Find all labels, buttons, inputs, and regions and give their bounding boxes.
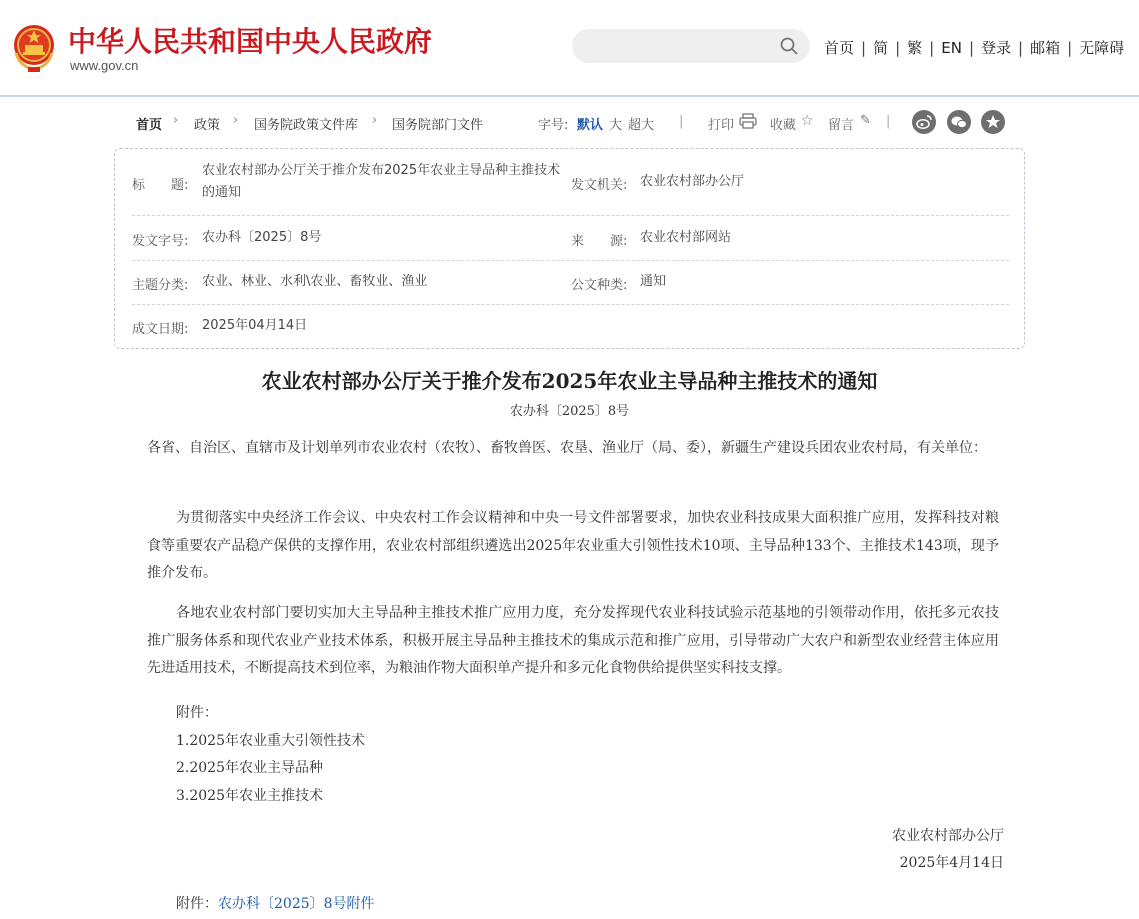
font-size-default[interactable]: 默认	[577, 118, 604, 133]
search-box	[572, 29, 810, 63]
sign-date: 2025年4月14日	[899, 855, 1004, 871]
article-title: 农业农村部办公厅关于推介发布2025年农业主导品种主推技术的通知	[261, 369, 878, 393]
print-button[interactable]: 打印	[708, 118, 735, 133]
search-input[interactable]	[586, 36, 776, 56]
attachment-link-label: 附件：	[176, 896, 218, 912]
meta-date-label: 成文日期:	[132, 322, 189, 337]
breadcrumb-department-docs[interactable]: 国务院部门文件	[392, 118, 484, 133]
toolbar-divider: |	[679, 114, 684, 129]
weibo-icon[interactable]	[912, 110, 936, 134]
meta-row-date	[132, 305, 1009, 349]
nav-separator: |	[895, 38, 901, 57]
breadcrumb-home[interactable]: 首页	[136, 118, 163, 133]
site-header	[0, 0, 1139, 97]
font-size-large[interactable]: 大	[609, 118, 623, 133]
nav-separator: |	[1018, 38, 1024, 57]
meta-source-value: 农业农村部网站	[640, 230, 732, 245]
signer: 农业农村部办公厅	[892, 828, 1004, 844]
meta-type-label: 公文种类:	[571, 278, 628, 293]
font-size-xlarge[interactable]: 超大	[628, 118, 655, 133]
meta-row-topic	[132, 261, 1009, 305]
nav-mail[interactable]: 邮箱	[1030, 39, 1061, 57]
meta-issuer-value: 农业农村部办公厅	[640, 174, 745, 189]
meta-source-label: 来 源:	[571, 234, 628, 249]
meta-row-docno	[132, 216, 1009, 261]
meta-issuer-label: 发文机关:	[571, 178, 628, 193]
meta-title-label: 标 题:	[132, 178, 189, 193]
breadcrumb-arrow-icon: ›	[173, 113, 179, 128]
breadcrumb-arrow-icon: ›	[233, 113, 239, 128]
nav-simplified[interactable]: 简	[873, 39, 889, 57]
nav-accessibility[interactable]: 无障碍	[1079, 39, 1125, 57]
meta-docno-value: 农办科〔2025〕8号	[202, 230, 322, 245]
site-domain: www.gov.cn	[70, 58, 139, 73]
comment-button[interactable]: 留言	[828, 118, 855, 133]
article-addressee: 各省、自治区、直辖市及计划单列市农业农村（农牧）、畜牧兽医、农垦、渔业厅（局、委），新疆生产建设兵团农业农村局，有关单位：	[147, 440, 987, 456]
nav-home[interactable]: 首页	[824, 39, 855, 57]
search-icon[interactable]	[780, 37, 798, 55]
nav-english[interactable]: EN	[941, 38, 962, 57]
nav-separator: |	[861, 38, 867, 57]
attachment-item-1: 1.2025年农业重大引领性技术	[176, 733, 365, 749]
meta-topic-value: 农业、林业、水利\农业、畜牧业、渔业	[202, 274, 428, 289]
meta-docno-label: 发文字号:	[132, 234, 189, 249]
nav-separator: |	[929, 38, 935, 57]
article-paragraph-1: 为贯彻落实中央经济工作会议、中央农村工作会议精神和中央一号文件部署要求，加快农业科技成果大面积推广应用，发挥科技对粮食等重要农产品稳产保供的支撑作用，农业农村部组织遴选出2025年农业重大引领性技术10项、主导品种133个、主推技术143项，现予推介发布。	[147, 510, 999, 581]
pencil-icon[interactable]: ✎	[860, 113, 871, 128]
breadcrumb-policy-library[interactable]: 国务院政策文件库	[254, 118, 359, 133]
breadcrumb-policy[interactable]: 政策	[194, 118, 221, 133]
toolbar-divider: |	[886, 114, 891, 129]
star-outline-icon[interactable]: ☆	[801, 113, 814, 129]
nav-traditional[interactable]: 繁	[907, 39, 923, 57]
national-emblem-icon[interactable]	[10, 23, 58, 73]
attachment-item-3: 3.2025年农业主推技术	[176, 788, 323, 804]
wechat-icon[interactable]	[947, 110, 971, 134]
attachment-item-2: 2.2025年农业主导品种	[176, 760, 323, 776]
printer-icon[interactable]	[739, 113, 757, 129]
meta-title-value: 农业农村部办公厅关于推介发布2025年农业主导品种主推技术的通知	[202, 163, 561, 200]
meta-type-value: 通知	[640, 274, 667, 289]
document-meta-box	[114, 148, 1025, 349]
meta-topic-label: 主题分类:	[132, 278, 189, 293]
attachments-label: 附件：	[176, 705, 218, 721]
article-doc-number: 农办科〔2025〕8号	[509, 404, 630, 419]
font-size-label: 字号:	[538, 118, 569, 133]
breadcrumb-arrow-icon: ›	[372, 113, 378, 128]
favorite-button[interactable]: 收藏	[770, 118, 797, 133]
breadcrumb-toolbar-row	[136, 112, 1016, 134]
nav-login[interactable]: 登录	[981, 39, 1012, 57]
site-title[interactable]: 中华人民共和国中央人民政府	[68, 25, 433, 58]
attachment-link-row	[176, 893, 375, 913]
top-nav	[824, 37, 1124, 58]
meta-date-value: 2025年04月14日	[202, 318, 308, 333]
nav-separator: |	[968, 38, 974, 57]
star-share-icon[interactable]	[981, 110, 1005, 134]
article-paragraph-2: 各地农业农村部门要切实加大主导品种主推技术推广应用力度，充分发挥现代农业科技试验示范基地的引领带动作用，依托多元农技推广服务体系和现代农业产业技术体系，积极开展主导品种主推技术的集成示范和推广应用，引导带动广大农户和新型农业经营主体应用先进适用技术，不断提高技术到位率，为粮油作物大面积单产提升和多元化食物供给提供坚实科技支撑。	[147, 605, 999, 676]
nav-separator: |	[1067, 38, 1073, 57]
attachment-download-link[interactable]: 农办科〔2025〕8号附件	[218, 896, 375, 912]
meta-row-title	[132, 149, 1009, 216]
